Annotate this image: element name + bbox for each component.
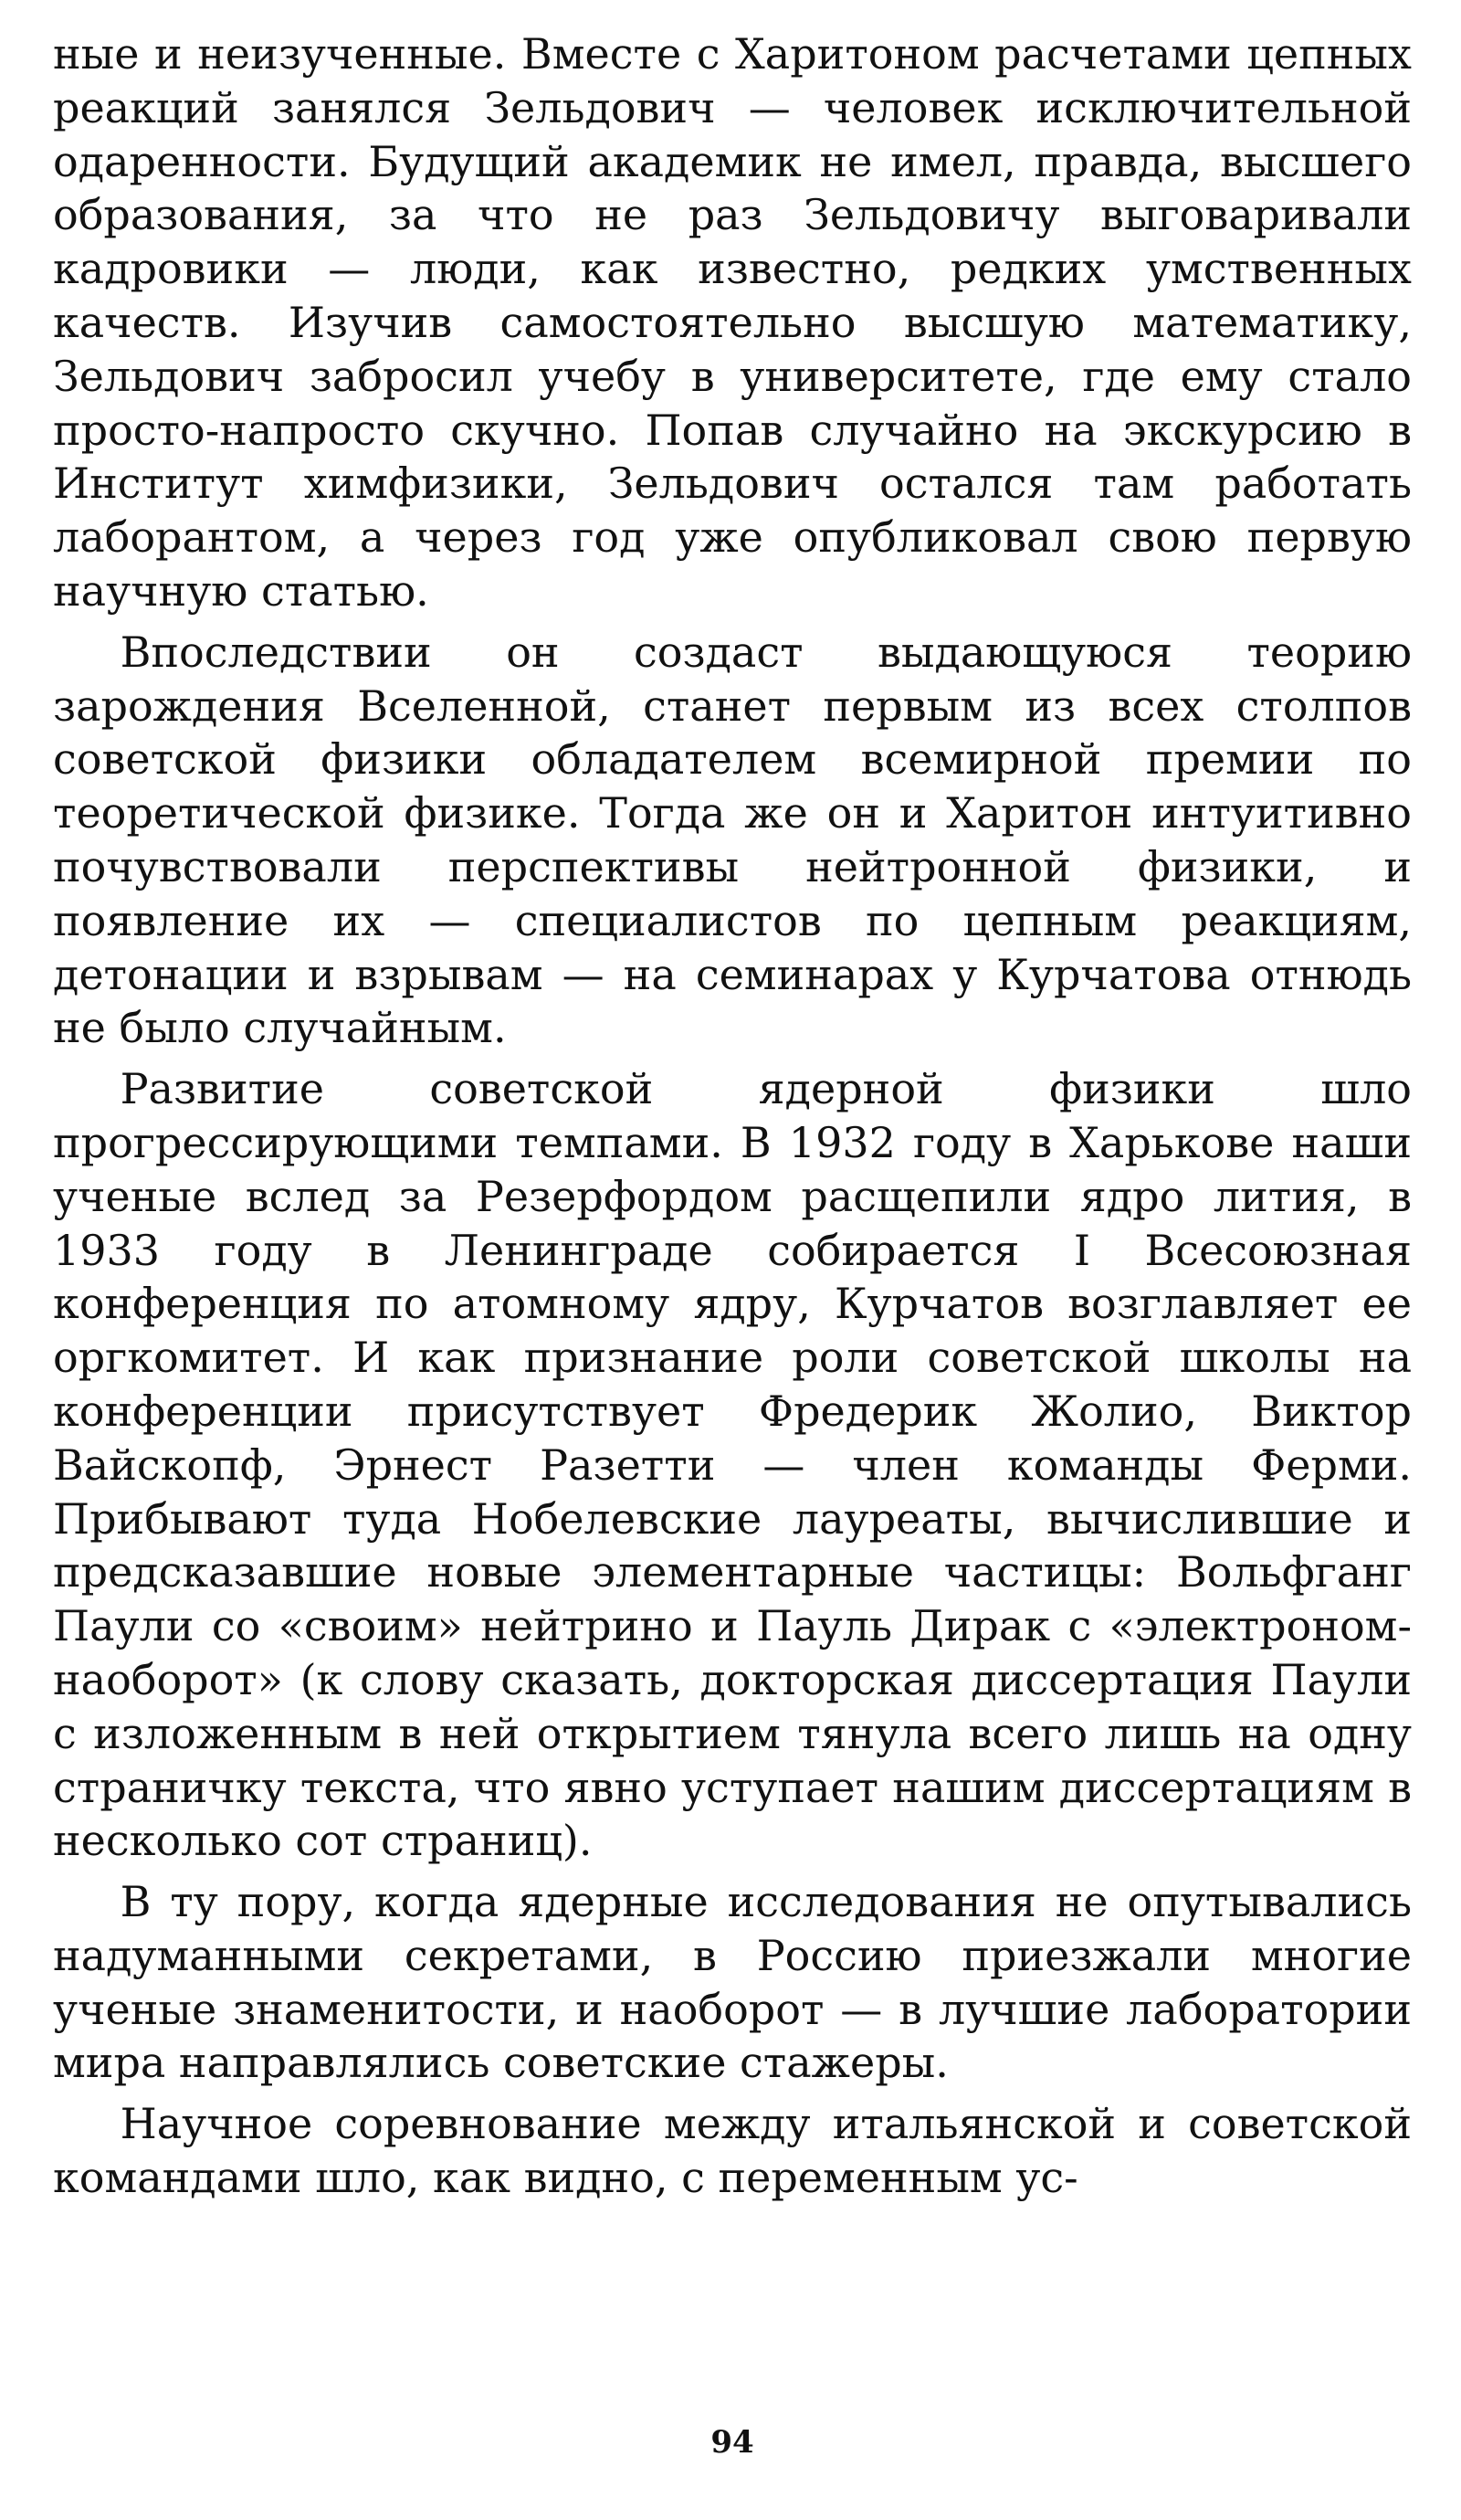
paragraph-3: Развитие советской ядерной физики шло прогрессирующими темпами. В 1932 году в Харькове наши ученые вслед за Резерфордом расщепили ядро лития, в 1933 году в Ленинграде собирается I Всесоюзная конференция по атомному ядру, Курчатов возглавляет ее оргкомитет. И как признание роли советской школы на конференции присутствует Фредерик Жолио, Виктор Вайскопф, Эрнест Разетти — член команды Ферми. Прибывают туда Нобелевские лауреаты, вычислившие и предсказавшие новые элементарные частицы: Вольфганг Паули со «своим» нейтрино и Пауль Дирак с «электроном-наоборот» (к слову сказать, докторская диссертация Паули с изложенным в ней открытием тянула всего лишь на одну страничку текста, что явно уступает нашим диссертациям в несколько сот страниц). (53, 1064, 1412, 1866)
paragraph-2: Впоследствии он создаст выдающуюся теорию зарождения Вселенной, станет первым из всех столпов советской физики обладателем всемирной премии по теоретической физике. Тогда же он и Харитон интуитивно почувствовали перспективы нейтронной физики, и появление их — специалистов по цепным реакциям, детонации и взрывам — на семинарах у Курчатова отнюдь не было случайным. (53, 627, 1412, 1053)
paragraph-5: Научное соревнование между итальянской и советской командами шло, как видно, с переменным ус- (53, 2099, 1412, 2203)
book-page (53, 27, 1412, 2475)
paragraph-4: В ту пору, когда ядерные исследования не опутывались надуманными секретами, в Россию приезжали многие ученые знаменитости, и наоборот — в лучшие лаборатории мира направлялись советские стажеры. (53, 1877, 1412, 2088)
body-text (53, 27, 1412, 2205)
page-number: 94 (710, 2424, 754, 2461)
paragraph-1: ные и неизученные. Вместе с Харитоном расчетами цепных реакций занялся Зельдович — человек исключительной одаренности. Будущий академик не имел, правда, высшего образования, за что не раз Зельдовичу выговаривали кадровики — люди, как известно, редких умственных качеств. Изучив самостоятельно высшую математику, Зельдович забросил учебу в университете, где ему стало просто-напросто скучно. Попав случайно на экскурсию в Институт химфизики, Зельдович остался там работать лаборантом, а через год уже опубликовал свою первую научную статью. (53, 29, 1412, 616)
